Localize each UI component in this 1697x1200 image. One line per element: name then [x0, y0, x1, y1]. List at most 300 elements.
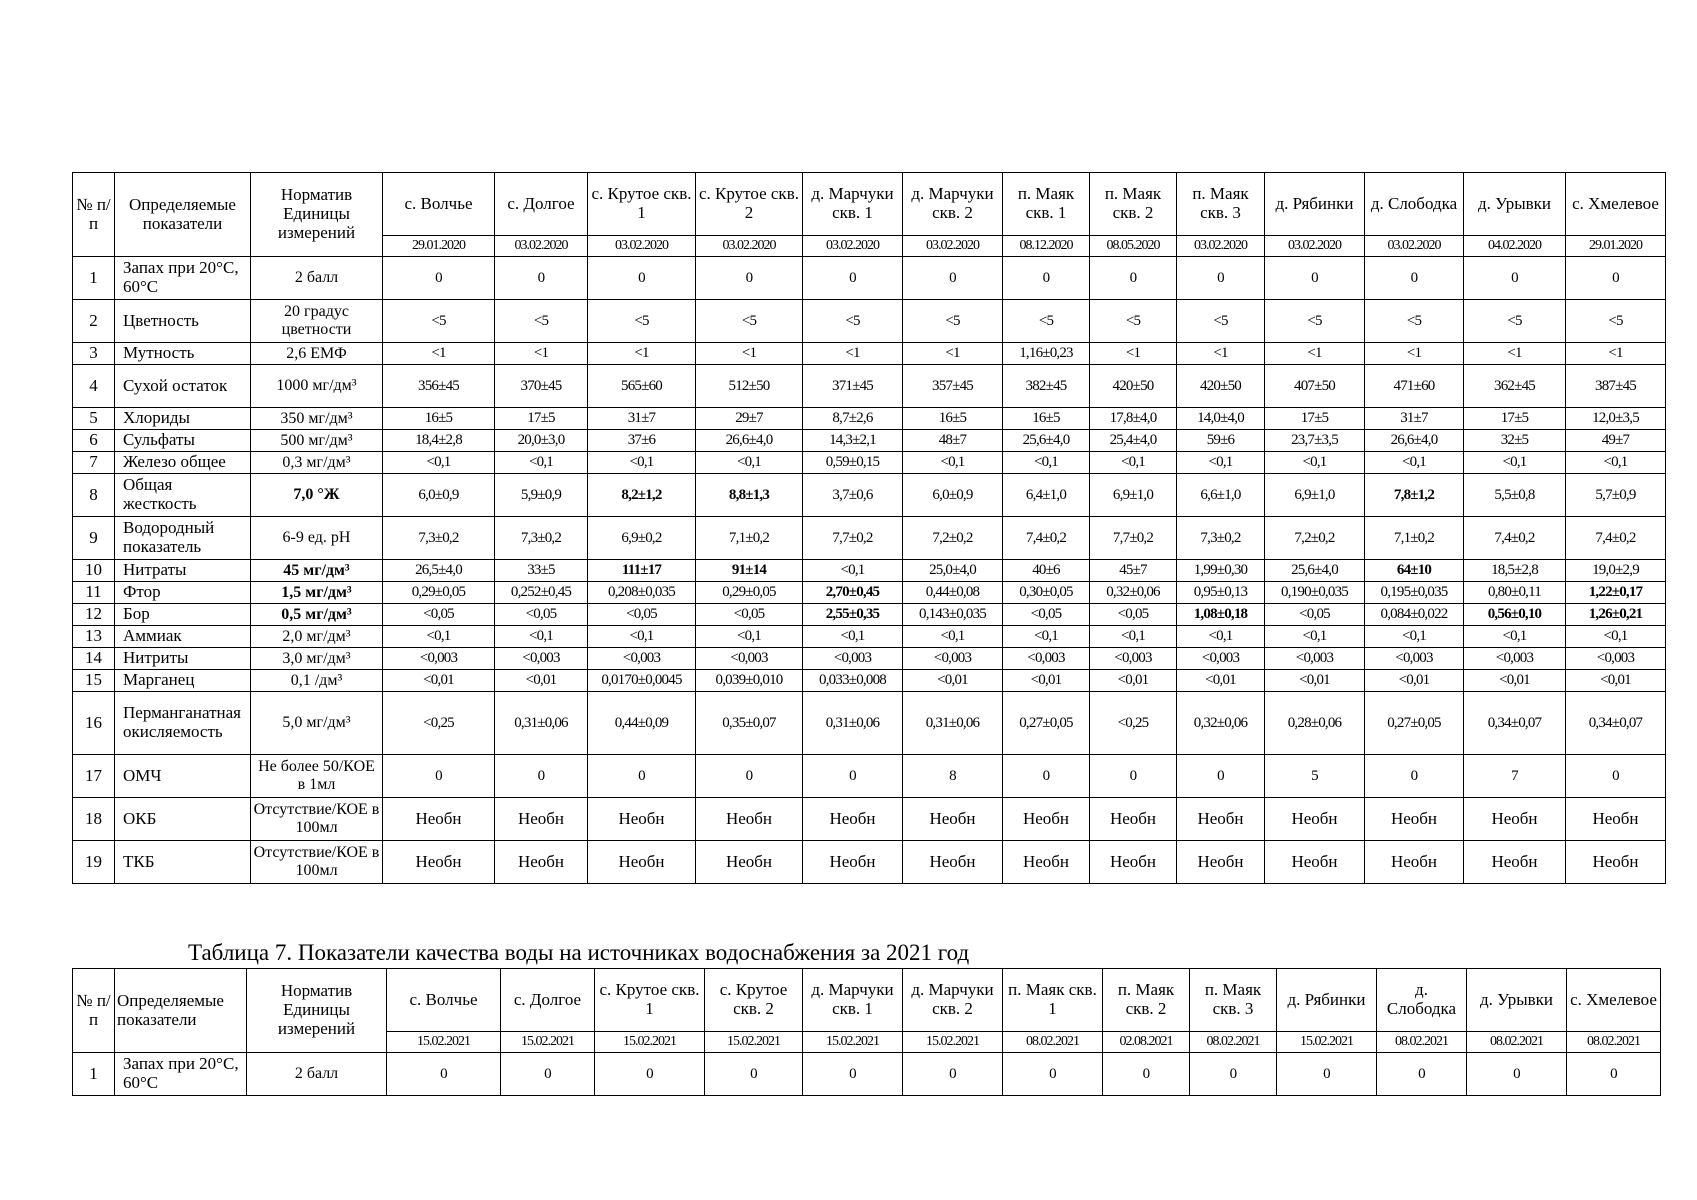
table-row — [73, 343, 1666, 365]
measurement-cell: 0 — [1464, 257, 1566, 300]
parameter-name: Общая жесткость — [115, 474, 251, 517]
norm-value: 0,3 мг/дм³ — [251, 452, 383, 474]
sample-date: 08.12.2020 — [1003, 236, 1090, 257]
row-number: 5 — [73, 408, 115, 430]
measurement-cell: 7,3±0,2 — [1177, 517, 1265, 560]
measurement-cell: 111±17 — [588, 560, 696, 582]
measurement-cell: 362±45 — [1464, 365, 1566, 408]
sample-date: 15.02.2021 — [705, 1032, 803, 1053]
sample-date: 08.02.2021 — [1190, 1032, 1277, 1053]
norm-value: 7,0 °Ж — [251, 474, 383, 517]
measurement-cell: 0 — [495, 755, 588, 798]
measurement-cell: <0,1 — [803, 626, 903, 648]
measurement-cell: 33±5 — [495, 560, 588, 582]
measurement-cell: <0,1 — [803, 560, 903, 582]
row-number: 7 — [73, 452, 115, 474]
norm-value: 500 мг/дм³ — [251, 430, 383, 452]
measurement-cell: Необн — [1090, 798, 1177, 841]
location-name: п. Маяк скв. 1 — [1003, 173, 1090, 236]
sample-date: 03.02.2020 — [903, 236, 1003, 257]
measurement-cell: 5 — [1265, 755, 1365, 798]
norm-value: 1,5 мг/дм³ — [251, 582, 383, 604]
measurement-cell: <5 — [1265, 300, 1365, 343]
measurement-cell: 0,252±0,45 — [495, 582, 588, 604]
header-num: № п/п — [73, 173, 115, 257]
measurement-cell: 7,1±0,2 — [1365, 517, 1464, 560]
row-number: 3 — [73, 343, 115, 365]
measurement-cell: 0 — [903, 257, 1003, 300]
location-name: с. Крутое скв. 2 — [696, 173, 803, 236]
sample-date: 03.02.2020 — [495, 236, 588, 257]
norm-value: 20 градус цветности — [251, 300, 383, 343]
measurement-cell: 0,208±0,035 — [588, 582, 696, 604]
measurement-cell: 14,0±4,0 — [1177, 408, 1265, 430]
measurement-cell: 17±5 — [1265, 408, 1365, 430]
measurement-cell: 0 — [383, 755, 495, 798]
measurement-cell: 8 — [903, 755, 1003, 798]
measurement-cell: <5 — [588, 300, 696, 343]
measurement-cell: 0,34±0,07 — [1566, 692, 1666, 755]
location-name: д. Марчуки скв. 1 — [803, 969, 903, 1032]
row-number: 10 — [73, 560, 115, 582]
measurement-cell: 0 — [1103, 1053, 1190, 1096]
location-name: с. Волчье — [387, 969, 501, 1032]
norm-value: 5,0 мг/дм³ — [251, 692, 383, 755]
measurement-cell: 356±45 — [383, 365, 495, 408]
measurement-cell: <0,003 — [1265, 648, 1365, 670]
norm-value: 350 мг/дм³ — [251, 408, 383, 430]
row-number: 8 — [73, 474, 115, 517]
measurement-cell: <0,05 — [1265, 604, 1365, 626]
measurement-cell: 0 — [803, 755, 903, 798]
measurement-cell: Необн — [903, 798, 1003, 841]
measurement-cell: 7,2±0,2 — [1265, 517, 1365, 560]
measurement-cell: 0 — [696, 257, 803, 300]
measurement-cell: <1 — [1464, 343, 1566, 365]
measurement-cell: 14,3±2,1 — [803, 430, 903, 452]
measurement-cell: 6,4±1,0 — [1003, 474, 1090, 517]
measurement-cell: Необн — [903, 841, 1003, 884]
measurement-cell: 0,29±0,05 — [696, 582, 803, 604]
location-name: с. Волчье — [383, 173, 495, 236]
measurement-cell: 0 — [588, 755, 696, 798]
measurement-cell: 12,0±3,5 — [1566, 408, 1666, 430]
measurement-cell: 7,3±0,2 — [495, 517, 588, 560]
measurement-cell: 0 — [387, 1053, 501, 1096]
measurement-cell: <0,01 — [495, 670, 588, 692]
location-name: с. Долгое — [501, 969, 595, 1032]
measurement-cell: 32±5 — [1464, 430, 1566, 452]
table-header — [73, 173, 1666, 257]
measurement-cell: <5 — [1177, 300, 1265, 343]
measurement-cell: 0 — [1467, 1053, 1567, 1096]
measurement-cell: 0 — [383, 257, 495, 300]
header-norm: Норматив Единицы измерений — [251, 173, 383, 257]
measurement-cell: 91±14 — [696, 560, 803, 582]
measurement-cell: Необн — [696, 841, 803, 884]
norm-value: Отсутствие/КОЕ в 100мл — [251, 841, 383, 884]
measurement-cell: 16±5 — [903, 408, 1003, 430]
parameter-name: Бор — [115, 604, 251, 626]
row-number: 1 — [73, 1053, 115, 1096]
measurement-cell: <0,003 — [903, 648, 1003, 670]
norm-value: 2,6 ЕМФ — [251, 343, 383, 365]
norm-value: 3,0 мг/дм³ — [251, 648, 383, 670]
measurement-cell: 48±7 — [903, 430, 1003, 452]
location-name: с. Крутое скв. 2 — [705, 969, 803, 1032]
measurement-cell: <0,1 — [1566, 452, 1666, 474]
sample-date: 03.02.2020 — [1265, 236, 1365, 257]
measurement-cell: Необн — [383, 841, 495, 884]
measurement-cell: <0,1 — [1464, 452, 1566, 474]
measurement-cell: 0 — [1265, 257, 1365, 300]
parameter-name: Запах при 20°С, 60°С — [115, 257, 251, 300]
measurement-cell: <0,1 — [903, 452, 1003, 474]
sample-date: 15.02.2021 — [803, 1032, 903, 1053]
header-num: № п/п — [73, 969, 115, 1053]
row-number: 19 — [73, 841, 115, 884]
measurement-cell: 8,8±1,3 — [696, 474, 803, 517]
measurement-cell: 23,7±3,5 — [1265, 430, 1365, 452]
measurement-cell: 0,32±0,06 — [1177, 692, 1265, 755]
row-number: 2 — [73, 300, 115, 343]
measurement-cell: Необн — [1177, 798, 1265, 841]
sample-date: 08.02.2021 — [1567, 1032, 1661, 1053]
sample-date: 03.02.2020 — [1365, 236, 1464, 257]
measurement-cell: <0,003 — [1003, 648, 1090, 670]
measurement-cell: <0,003 — [1566, 648, 1666, 670]
measurement-cell: 8,2±1,2 — [588, 474, 696, 517]
measurement-cell: 7,3±0,2 — [383, 517, 495, 560]
measurement-cell: 6,6±1,0 — [1177, 474, 1265, 517]
measurement-cell: 2,55±0,35 — [803, 604, 903, 626]
table-row — [73, 755, 1666, 798]
table-row — [73, 626, 1666, 648]
measurement-cell: <0,003 — [588, 648, 696, 670]
measurement-cell: 5,7±0,9 — [1566, 474, 1666, 517]
location-name: д. Марчуки скв. 2 — [903, 173, 1003, 236]
measurement-cell: Необн — [1566, 798, 1666, 841]
measurement-cell: 0 — [1566, 257, 1666, 300]
row-number: 11 — [73, 582, 115, 604]
table-row — [73, 692, 1666, 755]
measurement-cell: 0,32±0,06 — [1090, 582, 1177, 604]
sample-date: 03.02.2020 — [588, 236, 696, 257]
water-quality-table-2021 — [72, 968, 1661, 1096]
parameter-name: Аммиак — [115, 626, 251, 648]
measurement-cell: 18,4±2,8 — [383, 430, 495, 452]
table-row — [73, 474, 1666, 517]
measurement-cell: 37±6 — [588, 430, 696, 452]
measurement-cell: <0,1 — [1003, 626, 1090, 648]
measurement-cell: 18,5±2,8 — [1464, 560, 1566, 582]
parameter-name: Марганец — [115, 670, 251, 692]
location-name: с. Хмелевое — [1567, 969, 1661, 1032]
measurement-cell: 7,7±0,2 — [1090, 517, 1177, 560]
measurement-cell: 64±10 — [1365, 560, 1464, 582]
measurement-cell: 16±5 — [1003, 408, 1090, 430]
measurement-cell: <1 — [1265, 343, 1365, 365]
measurement-cell: <1 — [588, 343, 696, 365]
measurement-cell: 0 — [1090, 755, 1177, 798]
measurement-cell: 0 — [1567, 1053, 1661, 1096]
measurement-cell: Необн — [383, 798, 495, 841]
measurement-cell: <0,003 — [1464, 648, 1566, 670]
table-row — [73, 670, 1666, 692]
measurement-cell: 7,4±0,2 — [1566, 517, 1666, 560]
row-number: 12 — [73, 604, 115, 626]
measurement-cell: 6,9±1,0 — [1265, 474, 1365, 517]
measurement-cell: 5,5±0,8 — [1464, 474, 1566, 517]
measurement-cell: 371±45 — [803, 365, 903, 408]
parameter-name: Перманганатная окисляемость — [115, 692, 251, 755]
header-param: Определяемые показатели — [115, 173, 251, 257]
parameter-name: ОКБ — [115, 798, 251, 841]
measurement-cell: 0 — [696, 755, 803, 798]
measurement-cell: 26,5±4,0 — [383, 560, 495, 582]
location-name: с. Крутое скв. 1 — [588, 173, 696, 236]
location-name: д. Марчуки скв. 2 — [903, 969, 1003, 1032]
measurement-cell: 25,4±4,0 — [1090, 430, 1177, 452]
measurement-cell: 407±50 — [1265, 365, 1365, 408]
measurement-cell: 16±5 — [383, 408, 495, 430]
location-name: д. Рябинки — [1277, 969, 1377, 1032]
table-row — [73, 1053, 1661, 1096]
norm-value: Отсутствие/КОЕ в 100мл — [251, 798, 383, 841]
measurement-cell: <1 — [1365, 343, 1464, 365]
measurement-cell: 0,95±0,13 — [1177, 582, 1265, 604]
location-name: п. Маяк скв. 2 — [1090, 173, 1177, 236]
measurement-cell: 0 — [1365, 257, 1464, 300]
measurement-cell: 0 — [1003, 755, 1090, 798]
measurement-cell: 0,31±0,06 — [495, 692, 588, 755]
measurement-cell: 0,44±0,09 — [588, 692, 696, 755]
measurement-cell: 20,0±3,0 — [495, 430, 588, 452]
measurement-cell: <0,05 — [1090, 604, 1177, 626]
measurement-cell: <0,05 — [696, 604, 803, 626]
sample-date: 08.02.2021 — [1377, 1032, 1467, 1053]
measurement-cell: <0,01 — [383, 670, 495, 692]
measurement-cell: 31±7 — [1365, 408, 1464, 430]
measurement-cell: <0,25 — [1090, 692, 1177, 755]
measurement-cell: 31±7 — [588, 408, 696, 430]
measurement-cell: <0,25 — [383, 692, 495, 755]
measurement-cell: <5 — [903, 300, 1003, 343]
measurement-cell: <0,1 — [495, 452, 588, 474]
header-param: Определяемые показатели — [115, 969, 247, 1053]
measurement-cell: <1 — [903, 343, 1003, 365]
measurement-cell: 0 — [595, 1053, 705, 1096]
table-body — [73, 1053, 1661, 1096]
measurement-cell: 7,1±0,2 — [696, 517, 803, 560]
table-caption: Таблица 7. Показатели качества воды на источниках водоснабжения за 2021 год — [188, 940, 970, 965]
parameter-name: Железо общее — [115, 452, 251, 474]
water-quality-table-2020 — [72, 172, 1666, 884]
measurement-cell: 0 — [501, 1053, 595, 1096]
measurement-cell: Необн — [803, 841, 903, 884]
sample-date: 08.02.2021 — [1003, 1032, 1103, 1053]
sample-date: 29.01.2020 — [383, 236, 495, 257]
measurement-cell: 1,26±0,21 — [1566, 604, 1666, 626]
measurement-cell: Необн — [1365, 841, 1464, 884]
measurement-cell: 512±50 — [696, 365, 803, 408]
measurement-cell: 7,4±0,2 — [1003, 517, 1090, 560]
location-name: с. Крутое скв. 1 — [595, 969, 705, 1032]
measurement-cell: <1 — [383, 343, 495, 365]
location-name: д. Рябинки — [1265, 173, 1365, 236]
measurement-cell: 0,34±0,07 — [1464, 692, 1566, 755]
parameter-name: Хлориды — [115, 408, 251, 430]
measurement-cell: Необн — [1265, 798, 1365, 841]
measurement-cell: 25,6±4,0 — [1265, 560, 1365, 582]
measurement-cell: 0,30±0,05 — [1003, 582, 1090, 604]
row-number: 18 — [73, 798, 115, 841]
table-row — [73, 798, 1666, 841]
row-number: 6 — [73, 430, 115, 452]
location-name: д. Марчуки скв. 1 — [803, 173, 903, 236]
norm-value: 1000 мг/дм³ — [251, 365, 383, 408]
measurement-cell: 29±7 — [696, 408, 803, 430]
measurement-cell: 49±7 — [1566, 430, 1666, 452]
measurement-cell: 0 — [803, 257, 903, 300]
row-number: 13 — [73, 626, 115, 648]
measurement-cell: 0,28±0,06 — [1265, 692, 1365, 755]
location-name: д. Слободка — [1377, 969, 1467, 1032]
measurement-cell: <0,1 — [1566, 626, 1666, 648]
location-name: д. Урывки — [1464, 173, 1566, 236]
measurement-cell: 0,084±0,022 — [1365, 604, 1464, 626]
measurement-cell: <0,01 — [1265, 670, 1365, 692]
location-name: с. Хмелевое — [1566, 173, 1666, 236]
measurement-cell: 17,8±4,0 — [1090, 408, 1177, 430]
row-number: 9 — [73, 517, 115, 560]
measurement-cell: <0,1 — [1265, 452, 1365, 474]
measurement-cell: 0 — [495, 257, 588, 300]
norm-value: 0,1 /дм³ — [251, 670, 383, 692]
measurement-cell: 0,80±0,11 — [1464, 582, 1566, 604]
measurement-cell: 0 — [1003, 1053, 1103, 1096]
row-number: 17 — [73, 755, 115, 798]
table-row — [73, 841, 1666, 884]
measurement-cell: <1 — [1566, 343, 1666, 365]
parameter-name: Сухой остаток — [115, 365, 251, 408]
measurement-cell: <0,01 — [1566, 670, 1666, 692]
measurement-cell: 25,0±4,0 — [903, 560, 1003, 582]
measurement-cell: 1,99±0,30 — [1177, 560, 1265, 582]
location-name: д. Слободка — [1365, 173, 1464, 236]
measurement-cell: <0,01 — [1177, 670, 1265, 692]
measurement-cell: Необн — [803, 798, 903, 841]
measurement-cell: Необн — [1003, 841, 1090, 884]
measurement-cell: 0,31±0,06 — [803, 692, 903, 755]
measurement-cell: <0,003 — [1090, 648, 1177, 670]
measurement-cell: Необн — [495, 798, 588, 841]
location-name: д. Урывки — [1467, 969, 1567, 1032]
measurement-cell: 0,29±0,05 — [383, 582, 495, 604]
measurement-cell: 0 — [903, 1053, 1003, 1096]
norm-value: 0,5 мг/дм³ — [251, 604, 383, 626]
norm-value: 2 балл — [251, 257, 383, 300]
sample-date: 15.02.2021 — [1277, 1032, 1377, 1053]
measurement-cell: <5 — [1003, 300, 1090, 343]
measurement-cell: <5 — [1566, 300, 1666, 343]
measurement-cell: 0 — [803, 1053, 903, 1096]
measurement-cell: <0,1 — [588, 626, 696, 648]
sample-date: 15.02.2021 — [387, 1032, 501, 1053]
measurement-cell: 1,16±0,23 — [1003, 343, 1090, 365]
location-name: п. Маяк скв. 2 — [1103, 969, 1190, 1032]
measurement-cell: <5 — [696, 300, 803, 343]
measurement-cell: Необн — [1090, 841, 1177, 884]
measurement-cell: 19,0±2,9 — [1566, 560, 1666, 582]
measurement-cell: 26,6±4,0 — [696, 430, 803, 452]
location-name: с. Долгое — [495, 173, 588, 236]
parameter-name: Сульфаты — [115, 430, 251, 452]
sample-date: 15.02.2021 — [501, 1032, 595, 1053]
table-row — [73, 604, 1666, 626]
measurement-cell: Необн — [588, 841, 696, 884]
measurement-cell: 0,59±0,15 — [803, 452, 903, 474]
measurement-cell: <1 — [1090, 343, 1177, 365]
measurement-cell: 3,7±0,6 — [803, 474, 903, 517]
measurement-cell: 420±50 — [1090, 365, 1177, 408]
measurement-cell: <5 — [383, 300, 495, 343]
table-body — [73, 257, 1666, 884]
measurement-cell: Необн — [1003, 798, 1090, 841]
measurement-cell: 0 — [1277, 1053, 1377, 1096]
location-name: п. Маяк скв. 3 — [1177, 173, 1265, 236]
row-number: 15 — [73, 670, 115, 692]
sample-date: 03.02.2020 — [803, 236, 903, 257]
measurement-cell: 1,22±0,17 — [1566, 582, 1666, 604]
measurement-cell: 357±45 — [903, 365, 1003, 408]
measurement-cell: <0,01 — [1090, 670, 1177, 692]
parameter-name: Фтор — [115, 582, 251, 604]
table-row — [73, 430, 1666, 452]
table-row — [73, 517, 1666, 560]
measurement-cell: Необн — [1265, 841, 1365, 884]
measurement-cell: <1 — [803, 343, 903, 365]
measurement-cell: 6,9±0,2 — [588, 517, 696, 560]
measurement-cell: <0,01 — [1003, 670, 1090, 692]
measurement-cell: <0,1 — [696, 452, 803, 474]
measurement-cell: 1,08±0,18 — [1177, 604, 1265, 626]
measurement-cell: 471±60 — [1365, 365, 1464, 408]
measurement-cell: 0,195±0,035 — [1365, 582, 1464, 604]
measurement-cell: <0,1 — [696, 626, 803, 648]
measurement-cell: <0,1 — [1090, 452, 1177, 474]
measurement-cell: 0,27±0,05 — [1003, 692, 1090, 755]
sample-date: 04.02.2020 — [1464, 236, 1566, 257]
sample-date: 02.08.2021 — [1103, 1032, 1190, 1053]
measurement-cell: 565±60 — [588, 365, 696, 408]
row-number: 4 — [73, 365, 115, 408]
measurement-cell: 7,8±1,2 — [1365, 474, 1464, 517]
table-row — [73, 257, 1666, 300]
table-header — [73, 969, 1661, 1053]
measurement-cell: <0,1 — [1090, 626, 1177, 648]
measurement-cell: Необн — [1464, 841, 1566, 884]
measurement-cell: 0,143±0,035 — [903, 604, 1003, 626]
parameter-name: Цветность — [115, 300, 251, 343]
norm-value: 2 балл — [247, 1053, 387, 1096]
measurement-cell: 2,70±0,45 — [803, 582, 903, 604]
measurement-cell: 25,6±4,0 — [1003, 430, 1090, 452]
norm-value: 45 мг/дм³ — [251, 560, 383, 582]
measurement-cell: 6,0±0,9 — [903, 474, 1003, 517]
measurement-cell: 382±45 — [1003, 365, 1090, 408]
measurement-cell: 40±6 — [1003, 560, 1090, 582]
